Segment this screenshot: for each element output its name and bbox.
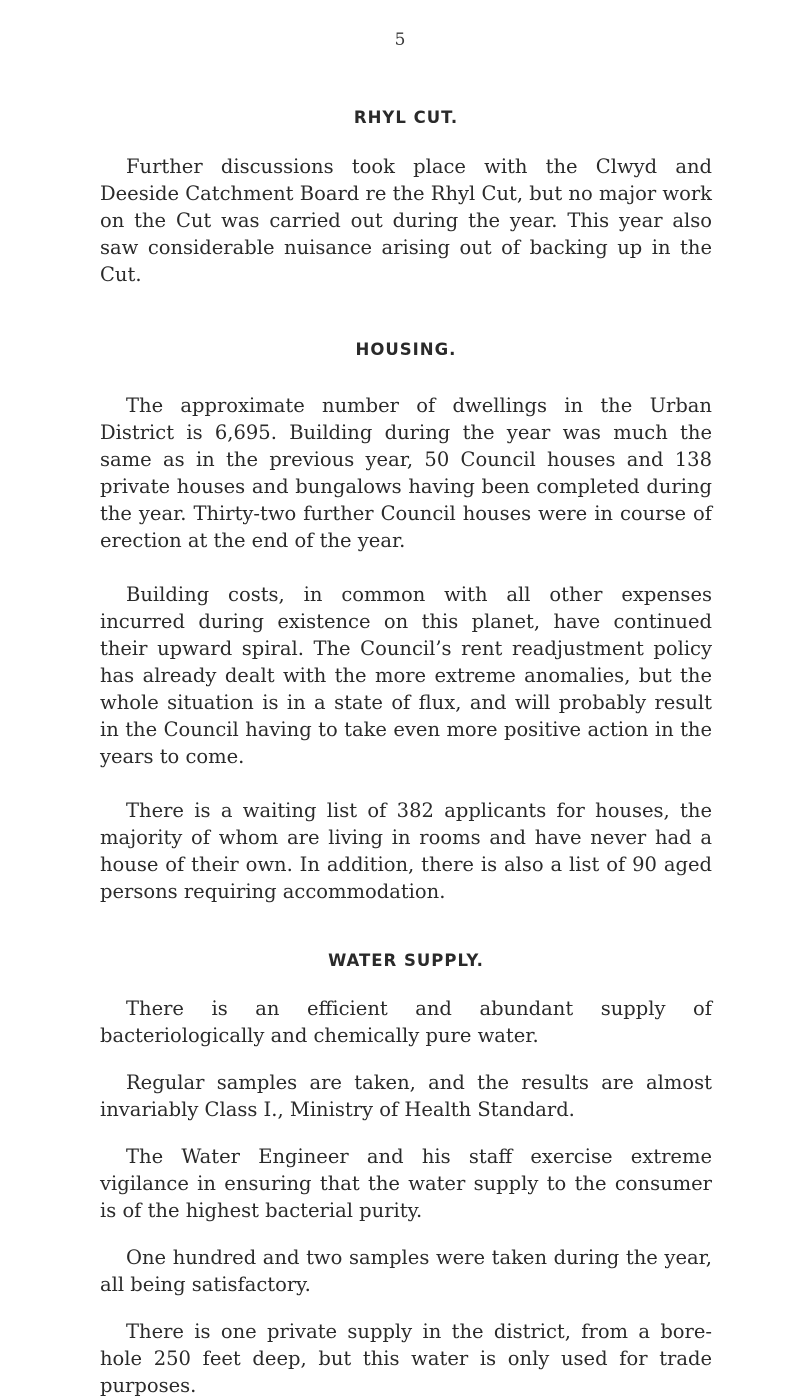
page-number: 5: [394, 30, 406, 50]
housing-paragraph-dwellings: The approximate number of dwellings in the Urban District is 6,695. Building during the year was much the same as in the previous year, 50 Council houses and 138 private houses and bungalows having been completed during the year. Thirty-two further Council houses were in course of erection at the end of the year.: [100, 394, 712, 552]
water-paragraph-engineer: The Water Engineer and his staff exercise extreme vigilance in ensuring that the water supply to the consumer is of the highest bacterial purity.: [100, 1145, 712, 1222]
housing-paragraph-costs: Building costs, in common with all other expenses incurred during existence on this planet, have continued their upward spiral. The Council’s rent readjustment policy has already dealt with the more extreme anomalies, but the whole situation is in a state of flux, and will probably result in the Council having to take even more positive action in the years to come.: [100, 583, 712, 768]
housing-section: [100, 340, 712, 905]
document-body: [100, 108, 712, 1399]
water-paragraph-private-supply: There is one private supply in the district, from a bore-hole 250 feet deep, but this water is only used for trade purposes.: [100, 1320, 712, 1397]
water-supply-heading: WATER SUPPLY.: [328, 951, 484, 970]
rhyl-cut-heading: RHYL CUT.: [353, 108, 459, 127]
housing-heading: HOUSING.: [355, 340, 457, 359]
rhyl-cut-section: [100, 108, 712, 288]
rhyl-cut-paragraph: Further discussions took place with the Clwyd and Deeside Catchment Board re the Rhyl Cut, but no major work on the Cut was carried out during the year. This year also saw considerable nuisance arising out of backing up in the Cut.: [100, 155, 712, 286]
water-paragraph-purity: There is an efficient and abundant supply of bacteriologically and chemically pure water.: [100, 997, 712, 1047]
housing-paragraph-waiting-list: There is a waiting list of 382 applicants for houses, the majority of whom are living in rooms and have never had a house of their own. In addition, there is also a list of 90 aged persons requiring accommodation.: [100, 799, 712, 903]
water-supply-section: [100, 951, 712, 1399]
water-paragraph-sample-count: One hundred and two samples were taken during the year, all being satisfactory.: [100, 1246, 712, 1296]
water-paragraph-samples: Regular samples are taken, and the results are almost invariably Class I., Ministry of Health Standard.: [100, 1071, 712, 1121]
